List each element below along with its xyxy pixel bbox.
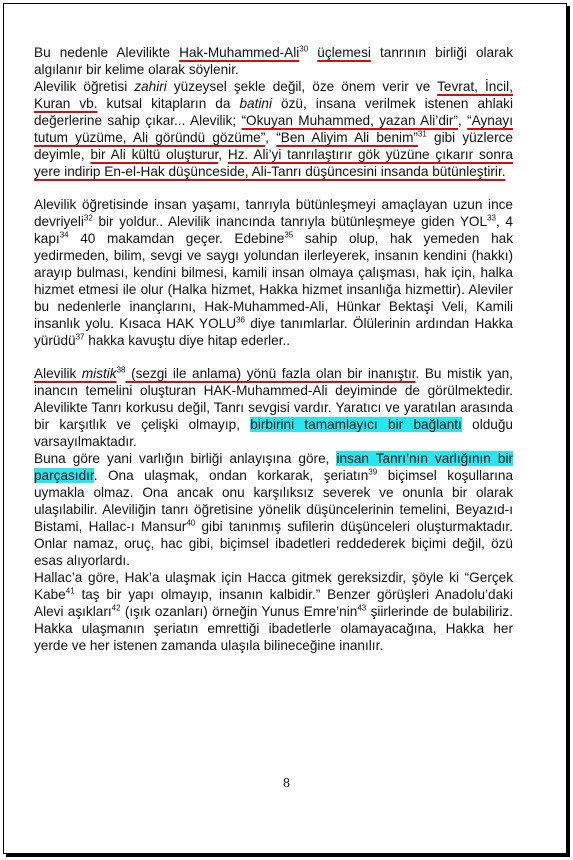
underlined-italic-text: mistik (81, 366, 117, 381)
text: . Ona ulaşmak, ondan korkarak, şeriatın (93, 468, 369, 483)
footnote-ref: 40 (186, 518, 196, 528)
text: hakka kavuştu diye hitap ederler.. (84, 333, 291, 348)
italic-text: batini (239, 96, 272, 111)
text: şiirlerinde de bulabiliriz. Hakka ulaşmanın şeriatın emrettiği ibadetlerle olamayacağına, Hakka her yerde ve her istenen zamanda ulaşıla bilineceğine inanılır. (34, 604, 513, 653)
text: olduğu varsayılmaktadır. (34, 417, 513, 449)
underlined-text: Hz. Ali’yi tanrılaştırır gök yüzüne çıkarır sonra yere indirip En-el-Hak düşünceside, Ali-Tanrı düşüncesini insanda bütünleştirir. (34, 147, 513, 179)
highlighted-text: birbirini tamamlayıcı bir bağlantı (250, 417, 462, 432)
footnote-ref: 31 (417, 129, 427, 139)
paragraph-2 (34, 78, 513, 180)
paragraph-4 (34, 365, 513, 450)
document-body (34, 44, 513, 654)
footnote-ref: 33 (487, 213, 496, 223)
text: . Bu mistik yan, inancın temelini oluşturan HAK-Muhammed-Ali deyiminde de görülmektedir. Alevilikte Tanrı korkusu değil, Tanrı sevgisi vardır. Yaratıcı ve yaratılan arasında bir karşıtlık ve çelişki olmayıp, (34, 366, 514, 432)
text: kutsal kitapların da (97, 96, 240, 111)
paragraph-1 (34, 44, 513, 78)
underlined-text: Hak-Muhammed-Ali (179, 45, 300, 60)
italic-text: zahiri (134, 79, 167, 94)
underlined-text: Alevilik (34, 366, 82, 381)
highlighted-text: insan Tanrı’nın varlığının bir parçasıdır (34, 451, 513, 483)
text: gibi tanınmış sufilerin düşünceleri oluşturmaktadır. Onlar namaz, oruç, hac gibi, biçimsel ibadetleri reddederek biçimi değil, özü esas alıyorlardı. (34, 519, 513, 568)
text: Hallac’a göre, Hak’a ulaşmak için Hacca gitmek gereksizdir, şöyle ki “Gerçek Kabe (34, 570, 513, 602)
paragraph-6 (34, 569, 513, 654)
text: , (457, 113, 468, 128)
text: sahip olup, hak yemeden hak yedirmeden, bilim, sevgi ve saygı yolundan ilerleyerek, insanın kendini (hakkı) arayıp bulması, kendini bilmesi, kamili insan olmaya çalışması, hak için, halka hizmet etmesi ile olur (Halka hizmet, Hakka hizmet insanlığa hizmettir). Aleviler bu nedenlerle inançlarını, Hak-Muhammed-Ali, Hünkar Bektaşi Veli, Kamili insanlık yolu. Kısaca HAK YOLU (34, 231, 513, 331)
footnote-ref: 34 (59, 230, 69, 240)
underlined-text: üçlemesi (317, 45, 371, 60)
footnote-ref: 35 (284, 230, 294, 240)
footnote-ref: 37 (75, 332, 85, 342)
footnote-ref: 30 (299, 44, 309, 54)
paragraph-gap (34, 180, 513, 196)
text: , (218, 147, 228, 162)
underlined-text: “Ben Aliyim Ali benim” (276, 130, 418, 145)
text: bir yoldur.. Alevilik inancında tanrıyla bütünleşmeye giden YOL (92, 214, 488, 229)
footnote-ref: 42 (111, 603, 121, 613)
footnote-ref: 41 (65, 586, 75, 596)
text: yüzeysel şekle değil, öze önem verir ve (166, 79, 438, 94)
underlined-text: (sezgi ile anlama) yönü fazla olan bir inanıştır (125, 366, 416, 381)
text: (ışık ozanları) örneğin Yunus Emre’nin (120, 604, 358, 619)
footnote-ref: 43 (357, 603, 367, 613)
text: taş bir yapı olmayıp, insanın kalbidir.” Benzer görüşleri Anadolu’daki Alevi aşıkları (34, 587, 513, 619)
text: Alevilik öğretisi (34, 79, 135, 94)
underlined-text: “Okuyan Muhammed, yazan Ali’dir” (241, 113, 458, 128)
paragraph-3 (34, 196, 513, 349)
text: gibi yüzlerce deyimle, (34, 130, 513, 162)
text: , 4 kapı (34, 214, 513, 246)
underlined-text: “Aynayı tutum yüzüme, Ali göründü gözüme” (34, 113, 513, 145)
paragraph-5 (34, 450, 513, 569)
footnote-ref: 36 (236, 315, 245, 325)
underlined-text: Tevrat, İncil, Kuran vb. (34, 79, 513, 111)
paragraph-gap (34, 349, 513, 365)
text: özü, insana verilmek istenen ahlaki değerlerine sahip çıkar... Alevilik; (34, 96, 513, 128)
footnote-ref: 32 (83, 213, 93, 223)
text: Bu nedenle Alevilikte (34, 45, 180, 60)
footnote-ref: 39 (368, 467, 378, 477)
text: 40 makamdan geçer. Edebine (68, 231, 285, 246)
footnote-ref: 38 (116, 365, 126, 375)
text: tanrının birliği olarak algılanır bir kelime olarak söylenir. (34, 45, 514, 77)
text: Buna göre yani varlığın birliği anlayışına göre, (34, 451, 337, 466)
text (308, 45, 317, 60)
underlined-text: bir Ali kültü oluşturur (90, 147, 219, 162)
page-number: 8 (283, 776, 290, 791)
text: , (265, 130, 277, 145)
text: biçimsel koşullarına uymakla olmaz. Ona ancak onu karşılıksız severek ve onunla bir olarak ulaşılabilir. Aleviliğin tanrı öğretisine yönelik düşüncelerinin temelini, Beyazıd-ı Bistami, Hallac-ı Mansur (34, 468, 514, 534)
text: diye tanımlarlar. Ölülerinin ardından Hakka yürüdü (34, 316, 513, 348)
text: Alevilik öğretisinde insan yaşamı, tanrıyla bütünleşmeyi amaçlayan uzun ince devriyeli (34, 197, 513, 229)
